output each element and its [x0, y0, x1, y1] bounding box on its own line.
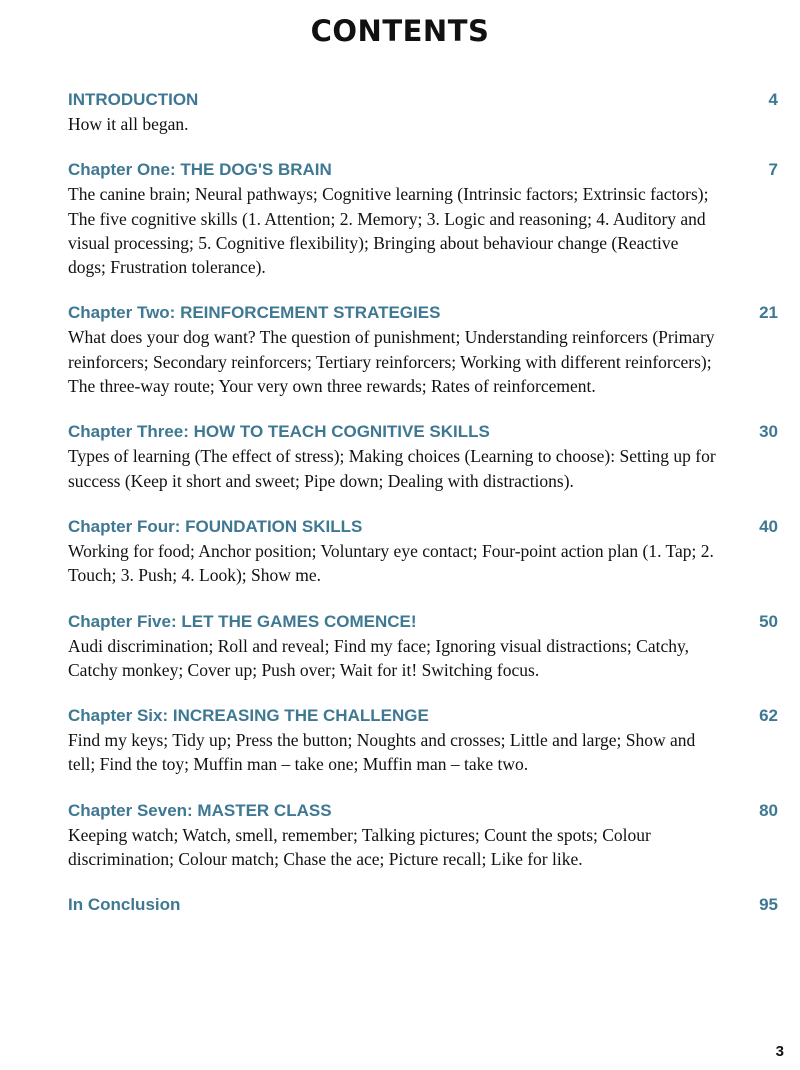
toc-entry-title[interactable]: Chapter Seven: MASTER CLASS [68, 800, 332, 820]
toc-entry-chapter-three [68, 420, 778, 493]
toc-entry-page-number[interactable]: 95 [759, 895, 778, 915]
toc-entry-description: How it all began. [68, 114, 189, 134]
toc-entry-title[interactable]: Chapter Three: HOW TO TEACH COGNITIVE SKILLS [68, 422, 490, 442]
toc-entry-title[interactable]: Chapter One: THE DOG'S BRAIN [68, 160, 332, 180]
toc-entry-page-number[interactable]: 21 [759, 303, 778, 323]
toc-entry-title[interactable]: Chapter Four: FOUNDATION SKILLS [68, 516, 363, 536]
toc-entry-title[interactable]: Chapter Two: REINFORCEMENT STRATEGIES [68, 303, 441, 323]
toc-entry-title[interactable]: Chapter Six: INCREASING THE CHALLENGE [68, 706, 429, 726]
table-of-contents [68, 88, 778, 939]
toc-entry-chapter-four [68, 515, 778, 588]
page-title: CONTENTS [310, 14, 490, 48]
toc-entry-page-number[interactable]: 50 [759, 611, 778, 631]
toc-entry-chapter-seven [68, 799, 778, 872]
toc-entry-chapter-two [68, 301, 778, 398]
toc-entry-page-number[interactable]: 62 [759, 706, 778, 726]
toc-entry-description: The canine brain; Neural pathways; Cognitive learning (Intrinsic factors; Extrinsic factors); The five cognitive skills (1. Attention; 2. Memory; 3. Logic and reasoning; 4. Auditory and visual processing; 5. Cognitive flexibility); Bringing about behaviour change (Reactive dogs; Frustration tolerance). [68, 184, 709, 278]
toc-entry-description: Keeping watch; Watch, smell, remember; Talking pictures; Count the spots; Colour discrimination; Colour match; Chase the ace; Picture recall; Like for like. [68, 824, 651, 870]
toc-entry-introduction [68, 88, 778, 136]
toc-entry-chapter-one [68, 158, 778, 279]
toc-entry-chapter-six [68, 704, 778, 777]
toc-entry-page-number[interactable]: 7 [768, 160, 778, 180]
toc-entry-page-number[interactable]: 40 [759, 516, 778, 536]
toc-entry-page-number[interactable]: 30 [759, 422, 778, 442]
toc-entry-page-number[interactable]: 80 [759, 800, 778, 820]
toc-entry-chapter-five [68, 610, 778, 683]
page-number: 3 [775, 1043, 784, 1060]
toc-entry-conclusion [68, 893, 778, 917]
toc-entry-title[interactable]: Chapter Five: LET THE GAMES COMENCE! [68, 611, 417, 631]
toc-entry-description: Audi discrimination; Roll and reveal; Find my face; Ignoring visual distractions; Catchy, Catchy monkey; Cover up; Push over; Wait for it! Switching focus. [68, 635, 689, 680]
toc-entry-title[interactable]: In Conclusion [68, 895, 181, 915]
toc-entry-description: Working for food; Anchor position; Voluntary eye contact; Four-point action plan (1. Tap; 2. Touch; 3. Push; 4. Look); Show me. [68, 540, 714, 586]
toc-entry-description: Find my keys; Tidy up; Press the button; Noughts and crosses; Little and large; Show and tell; Find the toy; Muffin man – take one; Muffin man – take two. [68, 730, 696, 775]
toc-entry-description: Types of learning (The effect of stress); Making choices (Learning to choose): Setting up for success (Keep it short and sweet; Pipe down; Dealing with distractions). [68, 446, 716, 491]
toc-entry-title[interactable]: INTRODUCTION [68, 90, 199, 109]
toc-entry-page-number[interactable]: 4 [768, 90, 778, 109]
toc-entry-description: What does your dog want? The question of punishment; Understanding reinforcers (Primary reinforcers; Secondary reinforcers; Tertiary reinforcers; Working with different reinforcers); The three-way route; Your very own three rewards; Rates of reinforcement. [68, 327, 715, 397]
